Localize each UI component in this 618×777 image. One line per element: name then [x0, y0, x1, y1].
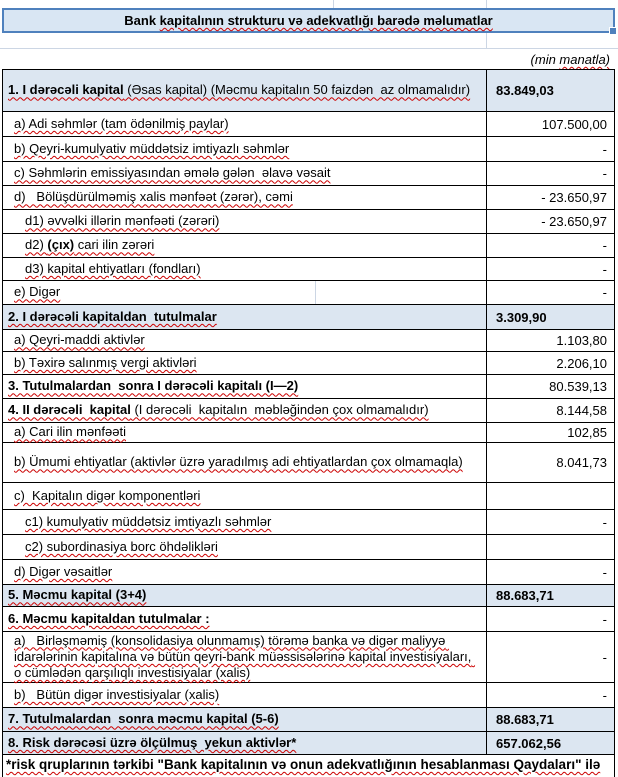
row-value: 657.062,56 [496, 735, 562, 751]
row-label-cell[interactable] [3, 281, 487, 304]
row-value: 2.206,10 [556, 355, 607, 371]
table-row [3, 137, 614, 162]
row-label-pre: b) Qeyri-kumulyativ müddətsiz imtiyazlı səhmlər [14, 140, 290, 156]
row-value: 88.683,71 [496, 588, 554, 603]
row-label-cell[interactable] [3, 483, 487, 509]
table-row [3, 708, 614, 732]
row-value-cell[interactable] [487, 683, 614, 707]
row-value-cell[interactable] [487, 137, 614, 161]
row-value: 1.103,80 [556, 333, 607, 348]
row-label-pre: c) Kapitalın digər komponentləri [14, 487, 201, 503]
row-value-cell[interactable] [487, 708, 614, 731]
row-value-cell[interactable] [487, 70, 614, 111]
table-row [3, 352, 614, 375]
row-value: 80.539,13 [549, 379, 607, 394]
row-label-cell[interactable] [3, 137, 487, 161]
row-value-cell[interactable] [487, 375, 614, 398]
row-label-bold: 7. Tutulmalardan sonra məcmu kapital (5-6) [8, 711, 279, 727]
table-row [3, 632, 614, 683]
row-value-cell[interactable] [487, 560, 614, 584]
row-label-bold: 6. Məcmu kapitaldan tutulmalar : [8, 610, 210, 626]
row-value: 102,85 [567, 425, 607, 440]
table-row [3, 234, 614, 258]
row-label-cell[interactable] [3, 632, 487, 682]
row-value-cell[interactable] [487, 535, 614, 559]
row-value-cell[interactable] [487, 607, 614, 631]
row-value-cell[interactable] [487, 234, 614, 257]
row-value-cell[interactable] [487, 112, 614, 136]
row-label-cell[interactable] [3, 186, 487, 209]
row-value-cell[interactable] [487, 258, 614, 280]
row-value: - [602, 166, 607, 181]
table-row [3, 443, 614, 483]
grid-divider [315, 281, 316, 304]
table-row [3, 423, 614, 443]
row-label-pre: e) Digər [14, 284, 61, 300]
row-label-cell[interactable] [3, 399, 487, 422]
row-value-cell[interactable] [487, 162, 614, 185]
table-row [3, 732, 614, 755]
row-label-pre: c1) kumulyativ müddətsiz imtiyazlı səhmlər [25, 513, 272, 529]
row-label-cell[interactable] [3, 70, 487, 111]
row-value: - 23.650,97 [541, 190, 607, 205]
row-label-bold: (çıx) [47, 237, 75, 253]
row-label-pre: b) Ümumi ehtiyatlar (aktivlər üzrə yaradılmış adi ehtiyatlardan çox olmamaqla) [14, 454, 463, 470]
table-row [3, 535, 614, 560]
row-value: - [602, 141, 607, 157]
table-row [3, 399, 614, 423]
row-label-pre: d1) əvvəlki illərin mənfəəti (zərəri) [25, 213, 220, 229]
row-value: - [602, 649, 607, 665]
row-value-cell[interactable] [487, 585, 614, 606]
grid-divider [333, 0, 334, 8]
row-label-pre: c2) subordinasiya borc öhdəlikləri [25, 538, 218, 554]
row-label-bold: 2. I dərəcəli kapitaldan tutulmalar [8, 308, 217, 324]
selection-fill-handle[interactable] [609, 27, 617, 35]
row-value: - [602, 687, 607, 703]
row-value: 8.144,58 [556, 403, 607, 418]
row-label-cell[interactable] [3, 607, 487, 631]
row-value: - [602, 564, 607, 580]
row-label-pre: a) Birləşməmiş (konsolidasiya olunmamış) törəmə banka və digər maliyyə idarələrinin kapitalına və bütün qeyri-bank müəssisələrinə kapital investisiyaları, o cümlədən qarşılıqlı investisiyalar (xalis) [14, 632, 476, 681]
row-label-cell[interactable] [3, 112, 487, 136]
row-label-bold: 8. Risk dərəcəsi üzrə ölçülmuş yekun aktivlər* [8, 734, 297, 750]
table-row [3, 607, 614, 632]
row-label-pre: b) Təxirə salınmış vergi aktivləri [14, 354, 197, 370]
row-label-pre: a) Cari ilin mənfəəti [14, 424, 126, 440]
grid-divider [486, 0, 487, 8]
report-title: kapitalının strukturu və adekvatlığı barədə məlumatlar [159, 13, 493, 28]
table-row [3, 510, 614, 535]
unit-note: manatla) [559, 52, 610, 67]
row-label-cell[interactable] [3, 585, 487, 606]
row-value-cell[interactable] [487, 330, 614, 351]
footnote-text: *risk qruplarının tərkibi "Bank kapitalının və onun adekvatlığının hesablanması Qaydaları" ilə [6, 757, 601, 772]
row-label-pre: b) Bütün digər investisiyalar (xalis) [14, 686, 220, 702]
report-title-cell[interactable] [2, 8, 615, 33]
row-label-bold: 4. II dərəcəli kapital [8, 402, 131, 418]
row-value-cell[interactable] [487, 186, 614, 209]
table-row [3, 258, 614, 281]
row-value-cell[interactable] [487, 399, 614, 422]
table-row [3, 375, 614, 399]
row-label-cell[interactable] [3, 560, 487, 584]
unit-note-plain: (min [530, 52, 560, 67]
row-label-text: (I dərəcəli kapitalın məbləğindən çox olmamalıdır) [130, 402, 429, 418]
row-value: - [602, 611, 607, 627]
row-label-pre: d3) kapital ehtiyatları (fondları) [25, 260, 201, 276]
row-value-cell[interactable] [487, 510, 614, 534]
table-row [3, 186, 614, 210]
row-label-pre: d) Bölüşdürülməmiş xalis mənfəət (zərər), cəmi [14, 189, 293, 205]
table-row [3, 585, 614, 607]
table-row [3, 560, 614, 585]
row-label-cell[interactable] [3, 234, 487, 257]
row-label-pre: c) Səhmlərin emissiyasından əmələ gələn əlavə vəsait [14, 165, 331, 181]
row-value: 88.683,71 [496, 712, 554, 727]
table-row [3, 305, 614, 330]
row-label-cell[interactable] [3, 305, 487, 329]
row-value: 83.849,03 [496, 83, 554, 98]
row-value-cell[interactable] [487, 483, 614, 509]
grid-divider [486, 33, 487, 49]
row-label-text: (Əsas kapital) (Məcmu kapitalın 50 faizdən az olmamalıdır) [123, 82, 471, 98]
row-value: - [602, 514, 607, 530]
row-value: - 23.650,97 [541, 214, 607, 229]
report-title-plain: Bank [124, 13, 160, 28]
row-label-pre: a) Adi səhmlər (tam ödənilmiş paylar) [14, 115, 229, 131]
row-label-pre: a) Qeyri-maddi aktivlər [14, 332, 145, 348]
row-label-cell[interactable] [3, 683, 487, 707]
unit-note-cell[interactable] [300, 50, 610, 69]
row-value: - [602, 261, 607, 277]
row-label-bold: 3. Tutulmalardan sonra I dərəcəli kapitalı (I—2) [8, 378, 299, 394]
row-label-bold: 1. I dərəcəli kapital [8, 82, 124, 98]
row-value-cell[interactable] [487, 732, 614, 754]
row-value: 107.500,00 [541, 116, 607, 132]
row-value-cell[interactable] [487, 632, 614, 682]
row-label-cell[interactable] [3, 510, 487, 534]
row-label-bold: 5. Məcmu kapital (3+4) [8, 587, 147, 603]
table-row [3, 210, 614, 234]
row-label-cell[interactable] [3, 732, 487, 754]
table-row [3, 483, 614, 510]
capital-structure-table [2, 69, 615, 777]
table-row [3, 112, 614, 137]
grid-divider [0, 48, 618, 49]
row-label-cell[interactable] [3, 352, 487, 374]
row-value: 3.309,90 [496, 309, 547, 325]
row-label-pre: d) Digər vəsaitlər [14, 563, 113, 579]
row-label-cell[interactable] [3, 375, 487, 398]
row-label-cell[interactable] [3, 330, 487, 351]
row-value-cell[interactable] [487, 352, 614, 374]
row-label-cell[interactable] [3, 210, 487, 233]
row-value-cell[interactable] [487, 281, 614, 304]
row-value: - [602, 238, 607, 253]
row-label-text: cari ilin zərəri [74, 237, 155, 253]
table-row [3, 70, 614, 112]
row-value-cell[interactable] [487, 210, 614, 233]
row-value: 8.041,73 [556, 455, 607, 470]
row-value: - [602, 285, 607, 300]
row-label-cell[interactable] [3, 162, 487, 185]
table-row [3, 330, 614, 352]
row-label-cell[interactable] [3, 258, 487, 280]
row-label-cell[interactable] [3, 535, 487, 559]
row-value-cell[interactable] [487, 423, 614, 442]
footnote-cell[interactable] [3, 755, 614, 777]
table-row [3, 683, 614, 708]
row-value-cell[interactable] [487, 443, 614, 482]
row-value-cell[interactable] [487, 305, 614, 329]
row-label-cell[interactable] [3, 423, 487, 442]
row-label-cell[interactable] [3, 708, 487, 731]
table-row [3, 162, 614, 186]
table-row [3, 281, 614, 305]
row-label-pre: d2) [25, 237, 48, 253]
row-label-cell[interactable] [3, 443, 487, 482]
